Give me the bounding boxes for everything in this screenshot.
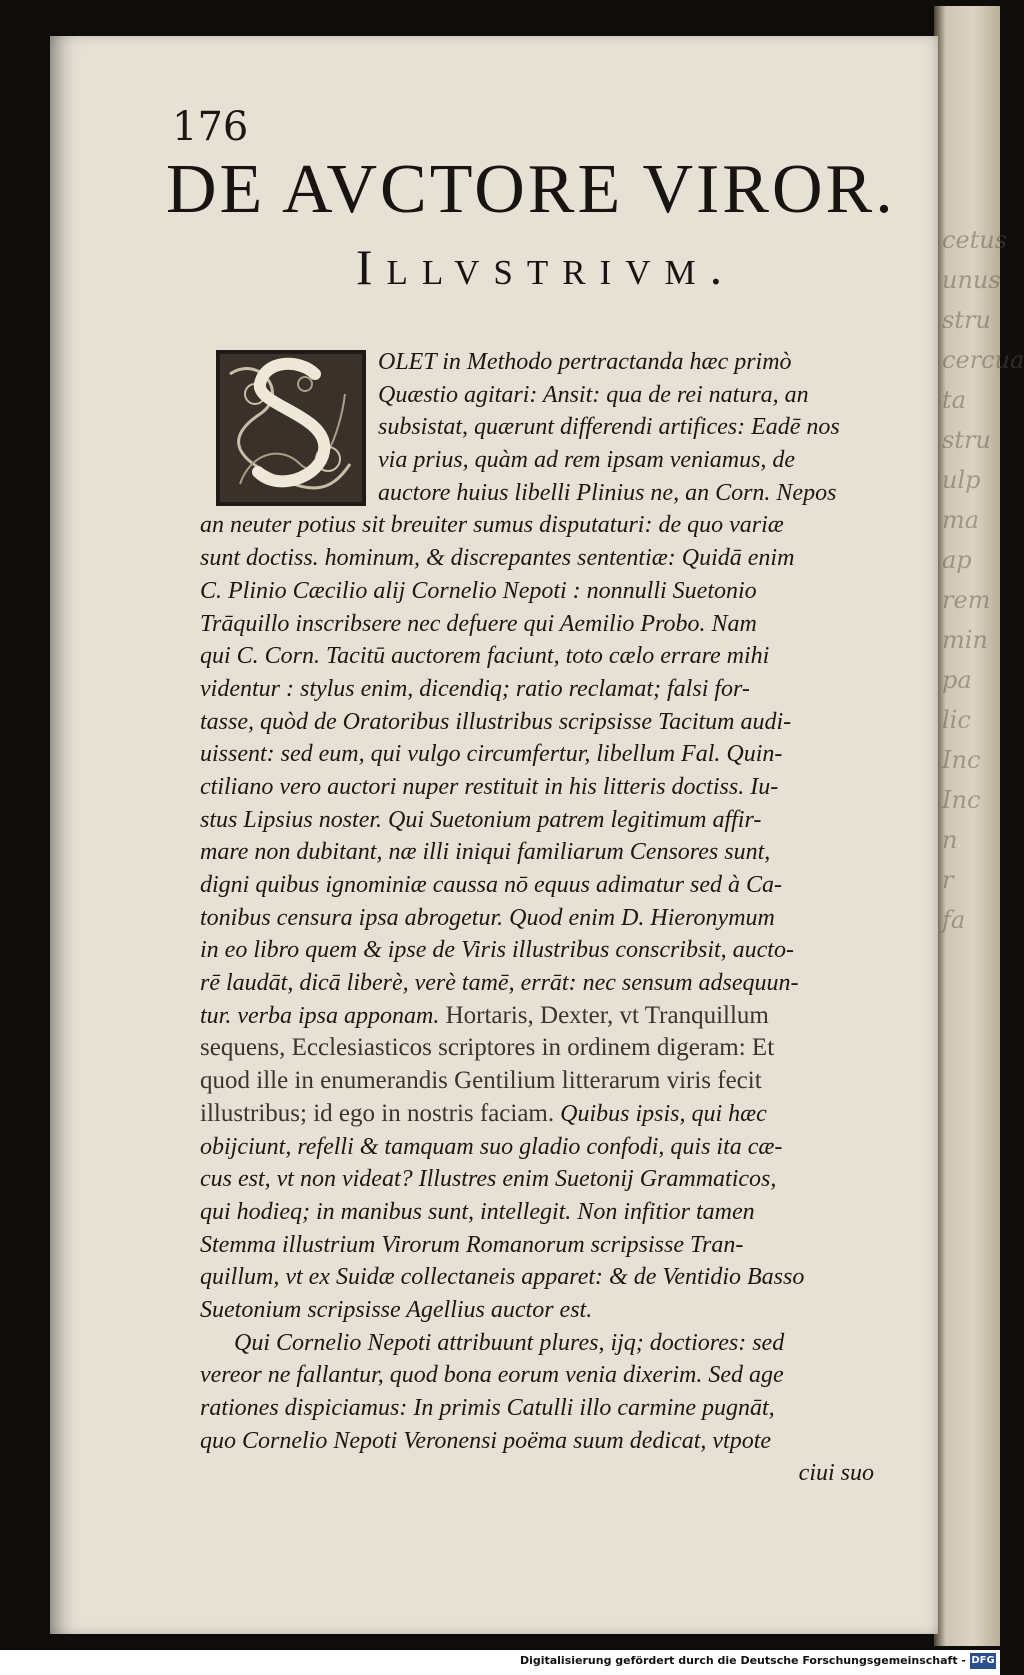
bleed-fragment: min: [942, 626, 988, 654]
bleed-fragment: ap: [942, 546, 972, 574]
text-line: [200, 379, 920, 412]
italic-text: an neuter potius sit breuiter sumus disputaturi: de quo variæ: [200, 512, 784, 539]
italic-text: videntur : stylus enim, dicendiq; ratio reclamat; falsi for-: [200, 675, 750, 702]
funding-notice: Digitalisierung gefördert durch die Deutsche Forschungsgemeinschaft -: [519, 1654, 966, 1667]
text-line: [200, 869, 920, 902]
adjacent-page-bleed-text: [942, 220, 1024, 940]
italic-text: rē laudāt, dicā liberè, verè tamē, errāt: nec sensum adsequun-: [200, 970, 799, 997]
italic-text: mare non dubitant, næ illi iniqui familiarum Censores sunt,: [200, 839, 771, 866]
bleed-fragment: ta: [942, 386, 966, 414]
bleed-fragment: cercua: [942, 346, 1024, 374]
bleed-fragment: Inc: [942, 746, 981, 774]
italic-text: qui hodieq; in manibus sunt, intellegit. Non infitior tamen: [200, 1198, 755, 1225]
italic-text: subsistat, quærunt differendi artifices: Eadē nos: [378, 414, 840, 441]
text-line: [200, 1359, 920, 1392]
text-line: [200, 673, 920, 706]
italic-text: sunt doctiss. hominum, & discrepantes sententiæ: Quidā enim: [200, 545, 795, 572]
italic-text: rationes dispiciamus: In primis Catulli illo carmine pugnāt,: [200, 1395, 775, 1421]
italic-text: OLET in Methodo pertractanda hæc primò: [378, 349, 792, 375]
italic-text: digni quibus ignominiæ caussa nō equus adimatur sed à Ca-: [200, 872, 783, 898]
roman-quotation: Hortaris, Dexter, vt Tranquillum: [439, 1001, 769, 1029]
text-line: [200, 706, 920, 739]
italic-text: Quæstio agitari: Ansit: qua de rei natura, an: [378, 381, 809, 408]
italic-text: quillum, vt ex Suidæ collectaneis apparet: & de Ventidio Basso: [200, 1264, 805, 1291]
text-line: [200, 1261, 920, 1294]
italic-text: tur. verba ipsa apponam.: [200, 1002, 440, 1029]
text-line: [200, 444, 920, 477]
text-line: [200, 509, 920, 542]
bleed-fragment: unus: [942, 266, 1001, 294]
italic-text: qui C. Corn. Tacitū auctorem faciunt, toto cælo errare mihi: [200, 643, 770, 670]
text-line: [200, 771, 920, 804]
text-line: [200, 411, 920, 444]
text-line: [200, 608, 920, 641]
text-line: [200, 1000, 920, 1033]
italic-text: cus est, vt non videat? Illustres enim Suetonij Grammaticos,: [200, 1166, 777, 1193]
italic-text: Stemma illustrium Virorum Romanorum scripsisse Tran-: [200, 1231, 744, 1258]
italic-text: Trāquillo inscribsere nec defuere qui Aemilio Probo. Nam: [200, 610, 757, 637]
bleed-fragment: rem: [942, 586, 991, 614]
text-line: [200, 1294, 920, 1327]
text-line: [200, 738, 920, 771]
bleed-fragment: cetus: [942, 226, 1008, 254]
bleed-fragment: r: [942, 866, 954, 894]
italic-text: ctiliano vero auctori nuper restituit in his litteris doctiss. Iu-: [200, 773, 779, 800]
italic-text: ciui suo: [798, 1460, 874, 1487]
text-line: [200, 1327, 920, 1360]
roman-quotation: quod ille in enumerandis Gentilium litterarum viris fecit: [200, 1067, 762, 1095]
footer-bar: [0, 1650, 1000, 1675]
bleed-fragment: stru: [942, 306, 991, 334]
running-subtitle: Illvstrivm.: [355, 239, 737, 295]
roman-quotation: illustribus; id ego in nostris faciam.: [200, 1099, 555, 1127]
bleed-fragment: fa: [942, 906, 966, 934]
italic-text: Suetonium scripsisse Agellius auctor est.: [200, 1296, 593, 1323]
text-line: [200, 542, 920, 575]
italic-text: in eo libro quem & ipse de Viris illustribus conscribsit, aucto-: [200, 937, 794, 964]
text-line: [200, 640, 920, 673]
body-text: [200, 346, 920, 1490]
italic-text: vereor ne fallantur, quod bona eorum venia dixerim. Sed age: [200, 1362, 784, 1389]
bleed-fragment: ma: [942, 506, 980, 534]
text-line: [200, 836, 920, 869]
text-line: [200, 902, 920, 935]
text-line: [200, 1229, 920, 1262]
text-line: [200, 934, 920, 967]
running-title: DE AVCTORE VIROR.: [166, 151, 896, 228]
bleed-fragment: pa: [942, 666, 972, 694]
italic-text: tonibus censura ipsa abrogetur. Quod enim D. Hieronymum: [200, 904, 775, 931]
italic-text: Quibus ipsis, qui hæc: [554, 1100, 767, 1127]
bleed-fragment: stru: [942, 426, 991, 454]
italic-text: Qui Cornelio Nepoti attribuunt plures, ijq; doctiores: sed: [234, 1329, 785, 1356]
page-number: 176: [172, 104, 249, 150]
italic-text: tasse, quòd de Oratoribus illustribus scripsisse Tacitum audi-: [200, 708, 792, 735]
text-line: [200, 1457, 920, 1490]
italic-text: C. Plinio Cæcilio alij Cornelio Nepoti : nonnulli Suetonio: [200, 577, 757, 604]
text-line: [200, 346, 920, 379]
italic-text: via prius, quàm ad rem ipsam veniamus, de: [378, 447, 796, 474]
italic-text: auctore huius libelli Plinius ne, an Corn. Nepos: [378, 479, 837, 506]
bleed-fragment: n: [942, 826, 958, 854]
bleed-fragment: ulp: [942, 466, 981, 494]
text-line: [200, 1032, 920, 1065]
text-line: [200, 1196, 920, 1229]
bleed-fragment: lic: [942, 706, 971, 734]
bleed-fragment: Inc: [942, 786, 981, 814]
text-line: [200, 1392, 920, 1425]
italic-text: quo Cornelio Nepoti Veronensi poëma suum dedicat, vtpote: [200, 1427, 772, 1454]
text-line: [200, 1098, 920, 1131]
roman-quotation: sequens, Ecclesiasticos scriptores in ordinem digeram: Et: [200, 1034, 775, 1062]
text-line: [200, 1425, 920, 1458]
italic-text: uissent: sed eum, qui vulgo circumfertur, libellum Fal. Quin-: [200, 741, 783, 768]
text-line: [200, 477, 920, 510]
text-line: [200, 967, 920, 1000]
italic-text: stus Lipsius noster. Qui Suetonium patrem legitimum affir-: [200, 806, 762, 833]
text-line: [200, 804, 920, 837]
dfg-logo: DFG: [970, 1653, 996, 1669]
text-line: [200, 1163, 920, 1196]
italic-text: obijciunt, refelli & tamquam suo gladio confodi, quis ita cæ-: [200, 1133, 783, 1160]
text-line: [200, 1131, 920, 1164]
text-line: [200, 1065, 920, 1098]
text-line: [200, 575, 920, 608]
